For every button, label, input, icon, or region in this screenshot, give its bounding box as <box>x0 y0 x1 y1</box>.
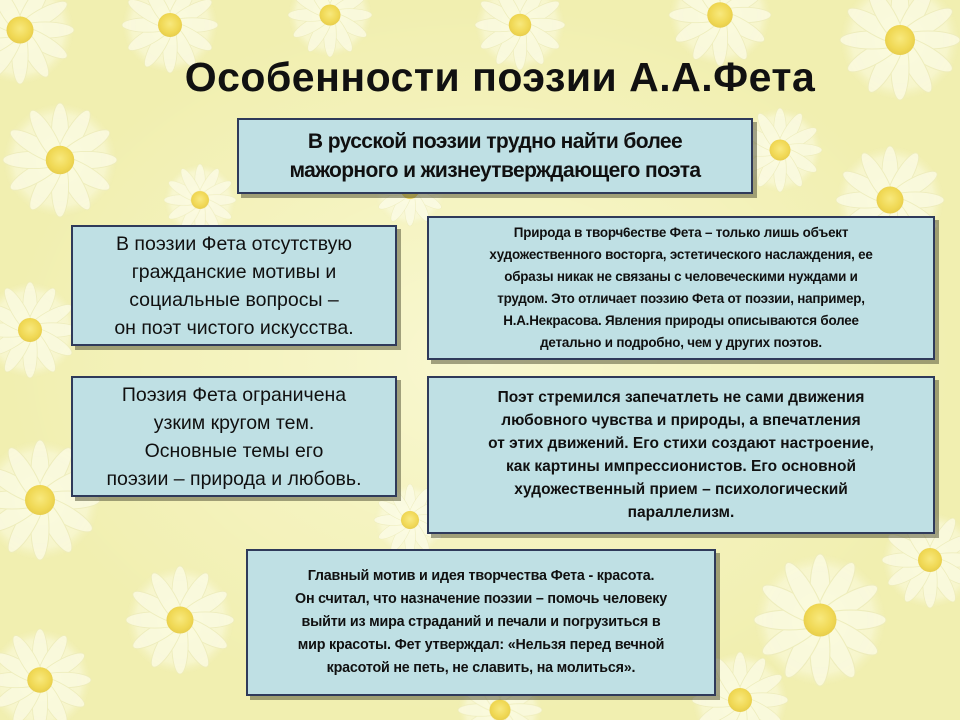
info-box-top <box>237 118 753 194</box>
info-box-top-text: В русской поэзии трудно найти более мажорного и жизнеутверждающего поэта <box>289 130 701 182</box>
info-box-themes-text: Поэзия Фета ограничена узким кругом тем. Основные темы его поэзии – природа и любовь. <box>106 383 362 490</box>
info-box-themes <box>71 376 397 497</box>
info-box-civic-motives <box>71 225 397 346</box>
info-box-civic-motives-text: В поэзии Фета отсутствую гражданские мотивы и социальные вопросы – он поэт чистого искусства. <box>114 232 354 339</box>
info-box-beauty <box>246 549 716 696</box>
info-box-beauty-text: Главный мотив и идея творчества Фета - красота. Он считал, что назначение поэзии – помочь человеку выйти из мира страданий и печали и погрузиться в мир красоты. Фет утверждал: «Нельзя перед вечной красотой не петь, не славить, на молиться». <box>295 568 667 676</box>
slide-title: Особенности поэзии А.А.Фета <box>184 54 816 100</box>
info-box-nature-text: Природа в творч6естве Фета – только лишь объект художественного восторга, эстетического наслаждения, ее образы никак не связаны с человеческими нуждами и трудом. Это отличает поэзию Фета от поэзии, например, Н.А.Некрасова. Явления природы описываются более детально и подробно, чем у других поэтов. <box>489 225 873 350</box>
info-box-nature <box>427 216 935 360</box>
info-box-impressions-text: Поэт стремился запечатлеть не сами движения любовного чувства и природы, а впечатления от этих движений. Его стихи создают настроение, как картины импрессионистов. Его основной художественный прием – психологический параллелизм. <box>488 389 874 521</box>
info-box-impressions <box>427 376 935 534</box>
